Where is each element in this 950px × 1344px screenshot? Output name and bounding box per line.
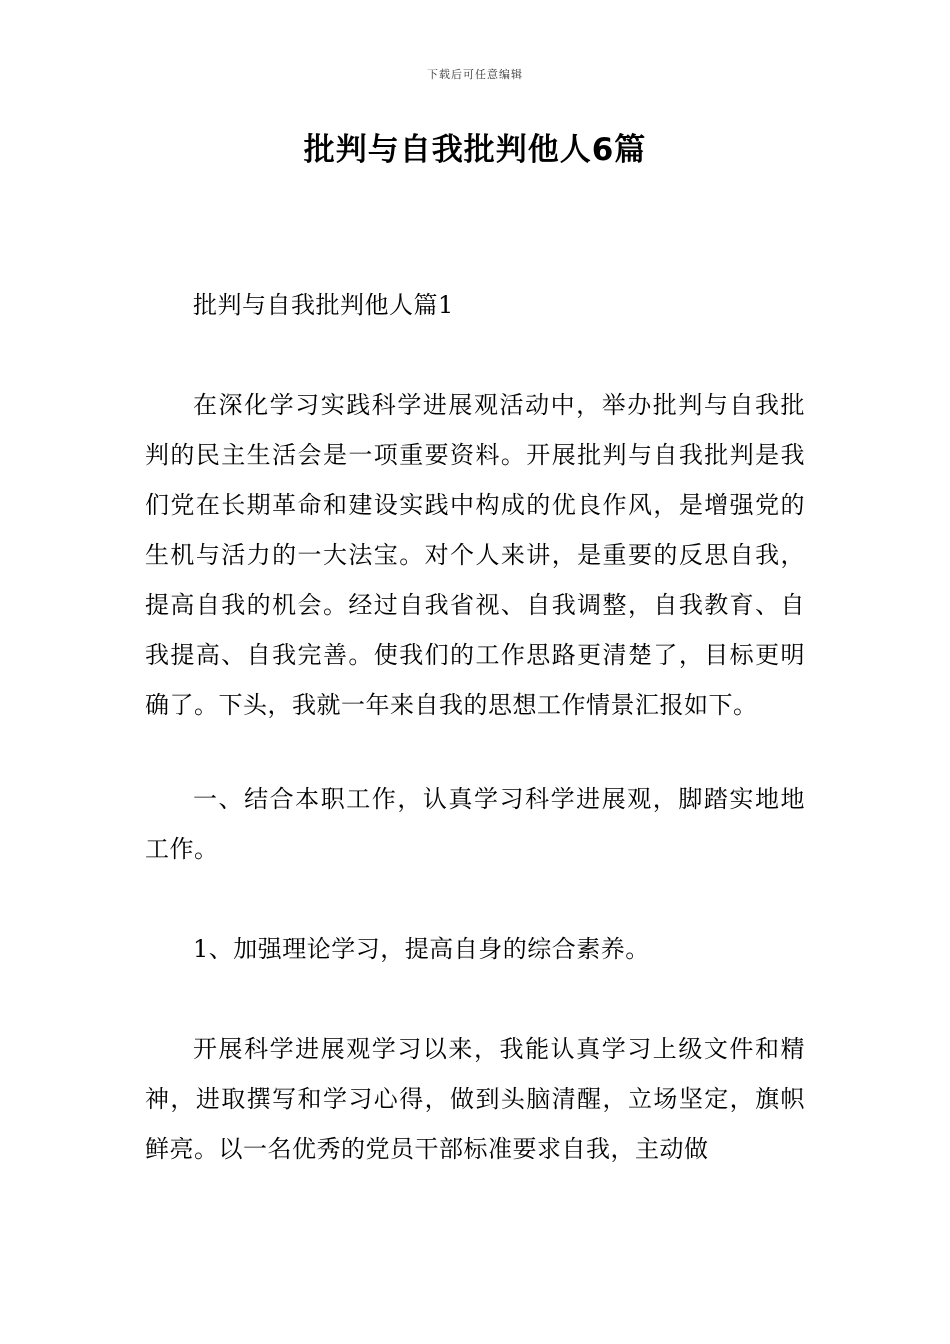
document-title: 批判与自我批判他人6篇 xyxy=(303,132,647,168)
page-header-note: 下载后可任意编辑 xyxy=(427,68,523,81)
detail-paragraph: 开展科学进展观学习以来，我能认真学习上级文件和精神，进取撰写和学习心得，做到头脑清醒，立场坚定，旗帜鲜亮。以一名优秀的党员干部标准要求自我，主动做 xyxy=(145,1035,805,1163)
paragraph-spacer xyxy=(145,330,805,380)
paragraph-spacer xyxy=(145,874,805,924)
sub-point-one-paragraph: 1、加强理论学习，提高自身的综合素养。 xyxy=(193,935,650,963)
document-body xyxy=(145,280,805,1174)
intro-paragraph: 在深化学习实践科学进展观活动中，举办批判与自我批判的民主生活会是一项重要资料。开展批判与自我批判是我们党在长期革命和建设实践中构成的优良作风，是增强党的生机与活力的一大法宝。对个人来讲，是重要的反思自我，提高自我的机会。经过自我省视、自我调整，自我教育、自我提高、自我完善。使我们的工作思路更清楚了，目标更明确了。下头，我就一年来自我的思想工作情景汇报如下。 xyxy=(145,391,805,719)
paragraph-spacer xyxy=(145,974,805,1024)
paragraph-spacer xyxy=(145,730,805,774)
section-heading: 批判与自我批判他人篇1 xyxy=(193,291,454,319)
point-one-paragraph: 一、结合本职工作，认真学习科学进展观，脚踏实地地工作。 xyxy=(145,785,805,863)
